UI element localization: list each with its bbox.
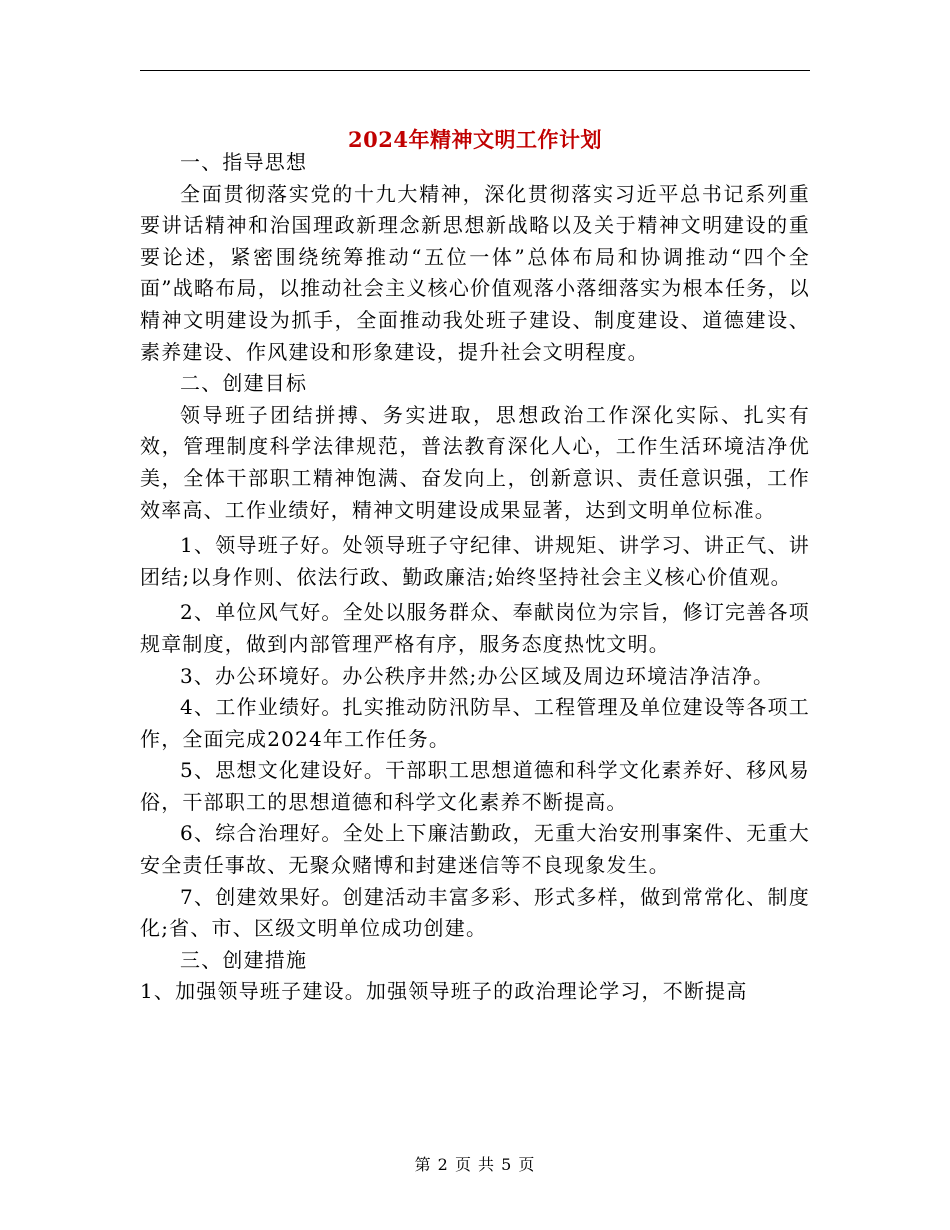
page-number: 第 2 页 共 5 页 <box>414 1155 536 1174</box>
header-rule <box>140 70 810 71</box>
goal-item-3: 3、办公环境好。办公秩序井然;办公区域及周边环境洁净洁净。 <box>180 663 775 688</box>
goal-item-4: 4、工作业绩好。扎实推动防汛防旱、工程管理及单位建设等各项工作，全面完成2024年工作任务。 <box>140 695 810 751</box>
goal-item-7: 7、创建效果好。创建活动丰富多彩、形式多样，做到常常化、制度化;省、市、区级文明单位成功创建。 <box>140 884 810 941</box>
heading-guiding-ideology: 一、指导思想 <box>180 150 308 174</box>
paragraph-guiding-ideology: 全面贯彻落实党的十九大精神，深化贯彻落实习近平总书记系列重要讲话精神和治国理政新理念新思想新战略以及关于精神文明建设的重要论述，紧密围绕统筹推动“五位一体”总体布局和协调推动“四个全面”战略布局，以推动社会主义核心价值观落小落细落实为根本任务，以精神文明建设为抓手，全面推动我处班子建设、制度建设、道德建设、素养建设、作风建设和形象建设，提升社会文明程度。 <box>140 181 810 364</box>
measure-item-1: 1、加强领导班子建设。加强领导班子的政治理论学习，不断提高 <box>140 979 748 1004</box>
heading-creation-goals: 二、创建目标 <box>180 371 308 396</box>
document-body <box>140 147 810 1008</box>
paragraph-creation-goals: 领导班子团结拼搏、务实进取，思想政治工作深化实际、扎实有效，管理制度科学法律规范，普法教育深化人心，工作生活环境洁净优美，全体干部职工精神饱满、奋发向上，创新意识、责任意识强，工作效率高、工作业绩好，精神文明建设成果显著，达到文明单位标准。 <box>140 402 810 522</box>
goal-item-5: 5、思想文化建设好。干部职工思想道德和科学文化素养好、移风易俗，干部职工的思想道德和科学文化素养不断提高。 <box>140 758 810 814</box>
document-title: 2024年精神文明工作计划 <box>348 127 602 153</box>
goal-item-6: 6、综合治理好。全处上下廉洁勤政，无重大治安刑事案件、无重大安全责任事故、无聚众赌博和封建迷信等不良现象发生。 <box>140 821 810 878</box>
goal-item-1: 1、领导班子好。处领导班子守纪律、讲规矩、讲学习、讲正气、讲团结;以身作则、依法行政、勤政廉洁;始终坚持社会主义核心价值观。 <box>140 533 810 589</box>
goal-item-2: 2、单位风气好。全处以服务群众、奉献岗位为宗旨，修订完善各项规章制度，做到内部管理严格有序，服务态度热忱文明。 <box>140 600 810 656</box>
heading-creation-measures: 三、创建措施 <box>180 947 308 972</box>
